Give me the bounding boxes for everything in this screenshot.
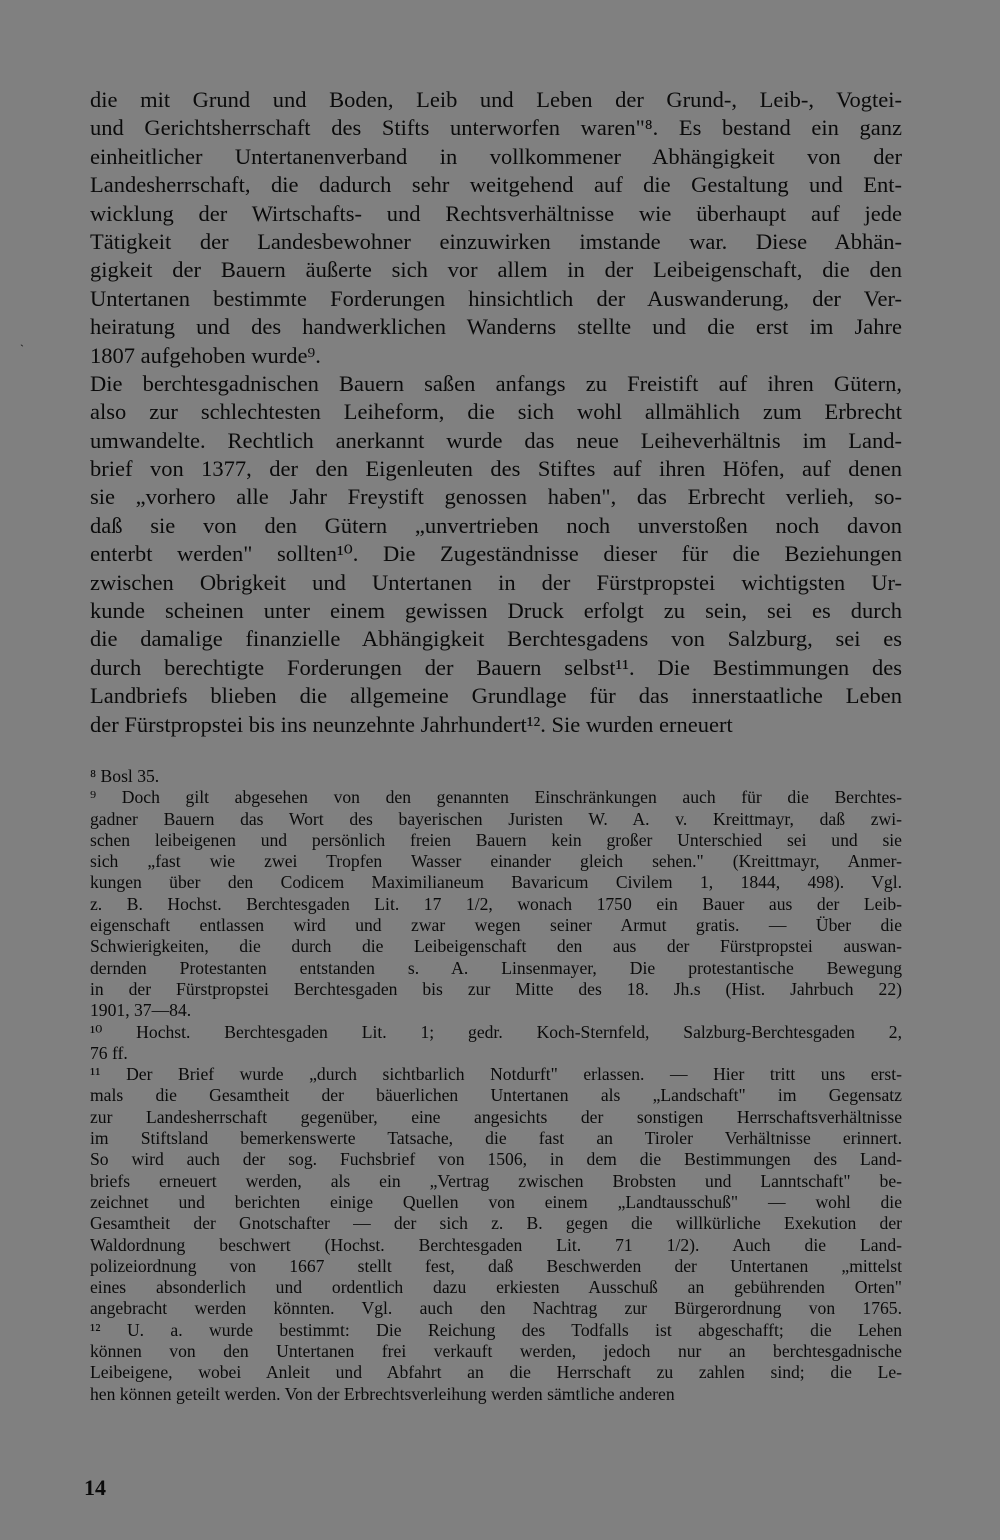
footnote-line: im Stiftsland bemerkenswerte Tatsache, die fast an Tiroler Verhältnisse erinnert. — [90, 1128, 902, 1149]
body-text-line: brief von 1377, der den Eigenleuten des Stiftes auf ihren Höfen, auf denen — [90, 456, 902, 482]
body-text-line: Untertanen bestimmte Forderungen hinsichtlich der Auswanderung, der Ver- — [90, 285, 902, 311]
footnote-line: kungen über den Codicem Maximilianeum Bavaricum Civilem 1, 1844, 498). Vgl. — [90, 872, 902, 893]
footnote-line: schen leibeigenen und persönlich freien Bauern kein großer Unterschied sei und sie — [90, 829, 902, 850]
footnote-line: So wird auch der sog. Fuchsbrief von 1506, in dem die Bestimmungen des Land- — [90, 1149, 902, 1170]
footnote-line: Leibeigene, wobei Anleit und Abfahrt an die Herrschaft zu zahlen sind; die Le- — [90, 1362, 902, 1383]
body-text-line: der Fürstpropstei bis ins neunzehnte Jahrhundert¹². Sie wurden erneuert — [90, 711, 733, 737]
footnote-line: können von den Untertanen frei verkauft werden, jedoch nur an berchtesgadnische — [90, 1341, 902, 1362]
footnote-line: ¹² U. a. wurde bestimmt: Die Reichung des Todfalls ist abgeschafft; die Lehen — [90, 1319, 902, 1340]
body-text-line: zwischen Obrigkeit und Untertanen in der Fürstpropstei wichtigsten Ur- — [90, 569, 902, 595]
body-text-line: Die berchtesgadnischen Bauern saßen anfangs zu Freistift auf ihren Gütern, — [90, 370, 902, 396]
main-text — [90, 86, 902, 739]
footnote-line: hen können geteilt werden. Von der Erbrechtsverleihung werden sämtliche anderen — [90, 1383, 675, 1404]
body-text-line: durch berechtigte Forderungen der Bauern selbst¹¹. Die Bestimmungen des — [90, 654, 902, 680]
body-text-line: umwandelte. Rechtlich anerkannt wurde das neue Leiheverhältnis im Land- — [90, 427, 902, 453]
body-text-line: 1807 aufgehoben wurde⁹. — [90, 342, 321, 368]
footnote-line: eines absonderlich und ordentlich dazu erkiesten Ausschuß an gebührenden Orten" — [90, 1277, 902, 1298]
body-text-line: daß sie von den Gütern „unvertrieben noch unverstoßen noch davon — [90, 512, 902, 538]
footnote-line: zeichnet und berichten einige Quellen von einem „Landtausschuß" — wohl die — [90, 1191, 902, 1212]
body-text-line: und Gerichtsherrschaft des Stifts unterworfen waren"⁸. Es bestand ein ganz — [90, 115, 902, 141]
footnote-line: Waldordnung beschwert (Hochst. Berchtesgaden Lit. 71 1/2). Auch die Land- — [90, 1234, 902, 1255]
body-text-line: Tätigkeit der Landesbewohner einzuwirken imstande war. Diese Abhän- — [90, 228, 902, 254]
footnote-line: in der Fürstpropstei Berchtesgaden bis zur Mitte des 18. Jh.s (Hist. Jahrbuch 22) — [90, 978, 902, 999]
footnote-line: dernden Protestanten entstanden s. A. Linsenmayer, Die protestantische Bewegung — [90, 957, 902, 978]
footnote-line: ¹¹ Der Brief wurde „durch sichtbarlich Notdurft" erlassen. — Hier tritt uns erst- — [90, 1064, 902, 1085]
footnote-line: mals die Gesamtheit der bäuerlichen Untertanen als „Landschaft" im Gegensatz — [90, 1085, 902, 1106]
footnote-line: Gesamtheit der Gnotschafter — der sich z. B. gegen die willkürliche Exekution der — [90, 1213, 902, 1234]
footnote-line: 1901, 37—84. — [90, 1000, 192, 1021]
body-text-line: die mit Grund und Boden, Leib und Leben der Grund-, Leib-, Vogtei- — [90, 87, 902, 112]
body-text-line: also zur schlechtesten Leiheform, die sich wohl allmählich zum Erbrecht — [90, 399, 902, 425]
footnote-line: eigenschaft entlassen wird und zwar wegen seiner Armut gratis. — Über die — [90, 915, 902, 936]
footnote-line: briefs erneuert werden, als ein „Vertrag zwischen Brobsten und Lanntschaft" be- — [90, 1170, 902, 1191]
body-text-line: wicklung der Wirtschafts- und Rechtsverhältnisse wie überhaupt auf jede — [90, 200, 902, 226]
footnote-line: zur Landesherrschaft gegenüber, eine angesichts der sonstigen Herrschaftsverhältnisse — [90, 1106, 902, 1127]
footnote-line: z. B. Hochst. Berchtesgaden Lit. 17 1/2, wonach 1750 ein Bauer aus der Leib- — [90, 893, 902, 914]
footnote-line: ⁸ Bosl 35. — [90, 766, 160, 786]
body-text-line: sie „vorhero alle Jahr Freystift genossen haben", das Erbrecht verlieh, so- — [90, 484, 902, 510]
body-text-line: einheitlicher Untertanenverband in vollkommener Abhängigkeit von der — [90, 143, 902, 169]
body-text-line: Landesherrschaft, die dadurch sehr weitgehend auf die Gestaltung und Ent- — [90, 172, 902, 198]
footnote-line: polizeiordnung von 1667 stellt fest, daß Beschwerden der Untertanen „mittelst — [90, 1255, 902, 1276]
body-text-line: gigkeit der Bauern äußerte sich vor allem in der Leibeigenschaft, die den — [90, 257, 902, 283]
body-text-line: die damalige finanzielle Abhängigkeit Berchtesgadens von Salzburg, sei es — [90, 626, 902, 652]
body-text-line: Landbriefs blieben die allgemeine Grundlage für das innerstaatliche Leben — [90, 683, 902, 709]
footnote-line: ¹⁰ Hochst. Berchtesgaden Lit. 1; gedr. Koch-Sternfeld, Salzburg-Berchtesgaden 2, — [90, 1021, 902, 1042]
body-text-line: enterbt werden" sollten¹⁰. Die Zugeständnisse dieser für die Beziehungen — [90, 541, 902, 567]
footnote-line: 76 ff. — [90, 1042, 128, 1063]
footnote-line: Schwierigkeiten, die durch die Leibeigenschaft den aus der Fürstpropstei auswan- — [90, 936, 902, 957]
body-text-line: heiratung und des handwerklichen Wanderns stellte und die erst im Jahre — [90, 314, 902, 340]
footnote-line: sich „fast wie zwei Tropfen Wasser einander gleich sehen." (Kreittmayr, Anmer- — [90, 851, 902, 872]
footnote-line: angebracht werden könnten. Vgl. auch den Nachtrag zur Bürgerordnung von 1765. — [90, 1298, 902, 1319]
footnote-line: gadner Bauern das Wort des bayerischen Juristen W. A. v. Kreittmayr, daß zwi- — [90, 808, 902, 829]
footnote-line: ⁹ Doch gilt abgesehen von den genannten Einschränkungen auch für die Berchtes- — [90, 787, 902, 808]
footnotes — [90, 766, 902, 1405]
page-number: 14 — [84, 1475, 106, 1500]
body-text-line: kunde scheinen unter einem gewissen Druck erfolgt zu sein, sei es durch — [90, 598, 902, 624]
margin-mark: ` — [20, 342, 24, 356]
